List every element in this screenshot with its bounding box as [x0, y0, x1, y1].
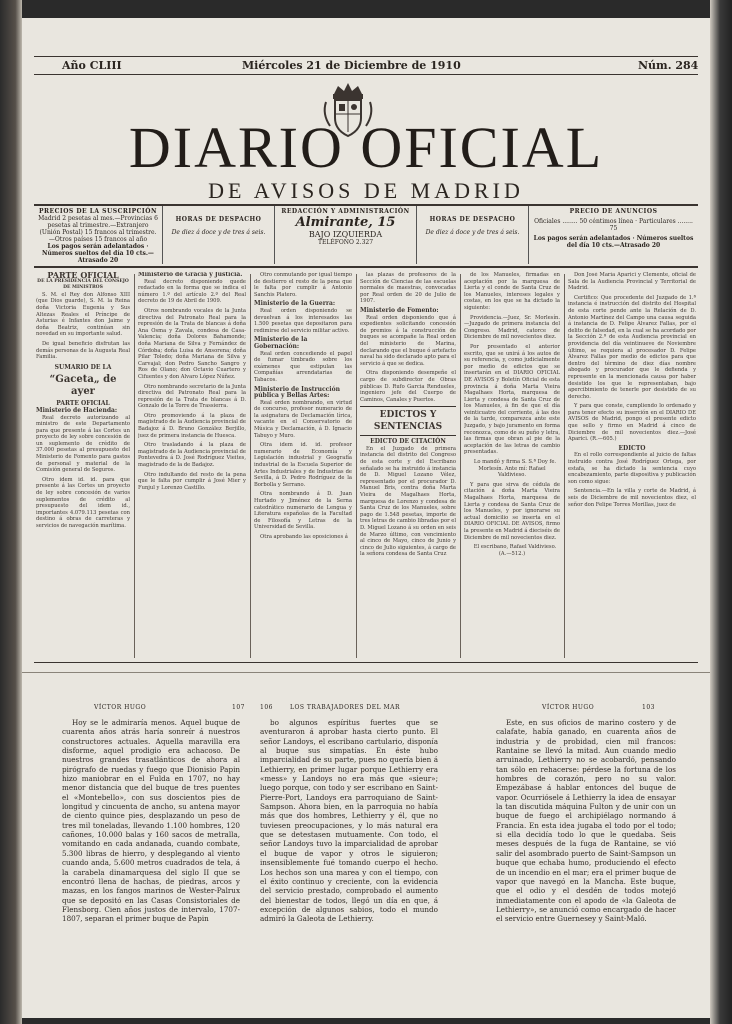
editorial-office-address: Almirante, 15	[295, 215, 396, 230]
book-left-text: Hoy se le admiraría menos. Aquel buque de cuarenta años atrás haría sonreír á nuestros constructores actuales. Aquella maravilla era disforme, aquel prodigio era achacoso. De nuestros grandes trasatlánticos de ahora al pirógrafo de ruedas y fuego que Dionisio Papin hizo maniobrar en el Fulda en 1707, no hay menor distancia que del buque de tres puentes el «Montebello», con sus doscientos pies de longitud y cincuenta de ancho, su antena mayor de ciento quince pies, desplazando un peso de tres mil toneladas, llevando 1.100 hombres, 120 cañones, 10.000 balas y 160 sacos de metralla, vomitando en cada andanada, cuando combate, 5.300 libras de hierro, y desplegando al viento cuando anda, 5.600 metros cuadrados de tela, á la carabela dinamarquesa del siglo II que se encontró llena de hachas, de piedras, arcos y mazas, en los fangos marinos de Wester-Palrux que se depositó en las Casas Consistoriales de Flensborg. Cien años justos de intervalo, 1707-1807, separan el primer buque de Papin	[62, 718, 240, 924]
book-middle-text: bo algunos espíritus fuertes que se aventuraron á aprobar hasta cierto punto. El señor Landoys, el escribano cartulario, disponía al buque sus simpatías. En éste hubo imparcialidad de su parte, pues no quería bien á Lethierry, en primer lugar porque Lethierry era «mess» y Landoys no era más que «sieur»; luego porque, con todo y ser escribano en Saint-Pierre-Port, Landoys era parroquiano de Saint-Sampson. Ahora bien, en la parroquia no había más que dos hombres, Lethierry y él, que no tuviesen preocupaciones, y lo más natural era que se detestasen mutuamente. Con todo, el señor Landoys tuvo la imparcialidad de aprobar el buque de vapor y otros le siguieron; insensiblemente fué tomando cuerpo el hecho. Los hechos son una marea y con el tiempo, con el éxito continuo y creciente, con la evidencia del servicio prestado, comprobado el aumento del bienestar de todos, llegó un día en que, á excepción de algunos sabios, todo el mundo admiró la Galeota de Lethierry.	[260, 718, 438, 924]
issue-number: Núm. 284	[638, 59, 699, 72]
royal-health-paragraph: S. M. el Rey don Alfonso XIII (que Dios guarde), S. M. la Reina doña Victoria Eugenia y Sus Altezas Reales el Príncipe de Asturias é Infantes don Jaime y doña Beatriz, continúan sin novedad en su importante salud.	[36, 291, 130, 338]
office-hours-title-right: HORAS DE DESPACHO	[429, 216, 516, 223]
column-divider	[356, 274, 357, 658]
gracia-justicia-heading: Ministerio de Gracia y Justicia.	[138, 272, 243, 278]
gaceta-heading: “Gaceta„ de ayer	[49, 374, 117, 398]
editorial-office-floor: BAJO IZQUIERDA	[308, 230, 383, 239]
ad-prices-title: PRECIO DE ANUNCIOS	[569, 208, 658, 215]
editorial-office-title: REDACCIÓN Y ADMINISTRACIÓN	[281, 208, 410, 215]
rollo-paragraph: En el rollo correspondiente al juicio de faltas instruido contra José Rodríguez Ortega, por estafa, se ha dictado la sentencia cuyo encabezamiento, parte dispositiva y publicación son como sigue:	[568, 452, 696, 485]
firma-paragraph: Lo mandó y firma S. S.ª Doy fe. Morlesín. Ante mí: Rafael Valdivieso.	[473, 459, 557, 479]
edicto-citacion-heading: EDICTO DE CITACIÓN	[370, 438, 446, 446]
right-running-head: VÍCTOR HUGO	[542, 704, 595, 711]
guerra-heading: Ministerio de la Guerra:	[254, 300, 336, 308]
subscription-body: Madrid 2 pesetas al mes.—Provincias 6 pesetas al trimestre.—Extranjero (Unión Postal) 15 francos al trimestre.—Otros países 15 francos al año	[38, 215, 158, 243]
column-6	[568, 272, 696, 660]
column-3	[254, 272, 352, 660]
fomento-heading: Ministerio de Fomento:	[360, 306, 439, 314]
instruccion-paragraph-3: Otra nombrando á D. Juan Hurtado y Jiménez de la Serna catedrático numerario de Lengua y Literatura españolas de la Facultad de Filosofía y Letras de la Universidad de Sevilla.	[254, 491, 352, 531]
presidencia-heading: DE LA PRESIDENCIA DEL CONSEJO DE MINISTROS	[37, 278, 129, 291]
parte-oficial-subheading: PARTE OFICIAL	[56, 400, 110, 408]
gracia-paragraph-3: Otro nombrando secretario de la Junta directiva del Patronato Real para la represión de la Trata de blancas á D. Gonzalo de la Torre de Trassierra.	[138, 383, 246, 410]
page-edge	[710, 0, 732, 1024]
gracia-paragraph-6: Otro indultando del resto de la pena que le falta por cumplir á José Mier y Funjul y Lorenzo Castillo.	[138, 471, 246, 491]
editorial-office-phone: TELÉFONO 2.327	[317, 239, 374, 246]
oposiciones-paragraph: las plazas de profesores de la Sección de Ciencias de las escuelas normales de maestras, convocadas por Real orden de 20 de Julio de 1907.	[360, 272, 456, 305]
column-4	[360, 272, 456, 660]
edictos-banner	[360, 406, 456, 436]
cedula-paragraph: Y para que sirva de cédula de citación á doña Marta Vieira Magalhaes Horta, marquesa de Lierta y condesa de Santa Cruz de los Manueles, y por ignorarse su actual domicilio se inserta en el DIARIO OFICIAL DE AVISOS, firmo la presente en Madrid á dieciséis de Diciembre de mil novecientos diez.	[464, 481, 560, 541]
hacienda-heading: Ministerio de Hacienda:	[36, 406, 118, 414]
book-middle-column	[260, 718, 438, 1018]
editorial-office-box	[274, 206, 416, 264]
column-divider	[564, 274, 565, 658]
middle-running-head: LOS TRABAJADORES DEL MAR	[290, 704, 400, 711]
book-left-column	[62, 718, 240, 1018]
sumario-heading: SUMARIO DE LA	[54, 363, 112, 371]
office-hours-box-right	[416, 206, 528, 264]
info-bottom-rule	[34, 266, 698, 268]
column-divider	[134, 274, 135, 658]
book-right-text: Este, en sus oficios de marino costero y de calafate, había ganado, en cuarenta años de industria y de probidad, cien mil francos: Rantaine se llevó la mitad. Aun cuando medio arruinado, Lethierry no se acobardó, pensando tan sólo en rehacerse: pérdese la fortuna de los hombres de corazón, pero no su valor. Empezábase á hablar entonces del buque de vapor. Ocurriósele á Lethierry la idea de ensayar la tan discutida máquina Fulton y de unir con un buque de fuego el archipiélago normando á Francia. En esta idea jugaba el todo por el todo; si ella decidía todo lo que le quedaba. Seis meses después de la fuga de Rantaine, se vió salir del asombrado puerto de Saint-Sampson un buque que echaba humo, produciendo el efecto de un incendio en el mar; era el primer buque de vapor que navegó en la Mancha. Este buque, que el odio y el desdén de todos motejó inmediatamente con el apodo de «la Galeota de Lethierry», se anunció como encargado de hacer el servicio entre Guernesey y Saint-Maló.	[496, 718, 676, 924]
left-page-number: 107	[232, 704, 245, 711]
office-hours-body-left: De diez á doce y de tres á seis.	[171, 229, 266, 236]
middle-page-number: 106	[260, 704, 273, 711]
gracia-paragraph-4: Otro promoviendo á la plaza de magistrado de la Audiencia provincial de Badajoz á D. Bruno González Berjillo, juez de primera instancia de Huesca.	[138, 412, 246, 439]
guerra-paragraph: Real orden disponiendo se devuelvan á los interesados las 1.500 pesetas que depositaron para redimirse del servicio militar activo.	[254, 307, 352, 334]
column-5	[464, 272, 560, 660]
column-2	[138, 272, 246, 660]
gobernacion-heading: Ministerio de la Gobernación:	[254, 336, 308, 350]
columns-bottom-rule	[34, 662, 698, 663]
office-hours-title-left: HORAS DE DESPACHO	[175, 216, 262, 223]
left-running-head: VÍCTOR HUGO	[94, 704, 147, 711]
subscription-footer: Los pagos serán adelantados · Números sueltos del día 10 cts.—Atrasado 20	[42, 243, 154, 264]
subscription-box	[34, 206, 162, 264]
instruccion-paragraph-1: Real orden nombrando, en virtud de concurso, profesor numerario de la asignatura de Declamación lírica, vacante en el Conservatorio de Música y Declamación, á D. Ignacio Tabuyo y Muro.	[254, 399, 352, 439]
edictos-heading: EDICTOS Y SENTENCIAS	[373, 410, 443, 433]
ad-prices-box	[528, 206, 698, 264]
presentado-paragraph: Por presentado el anterior escrito, que se unirá á los autos de su referencia, y, como judicialmente por medio de edictos que se insertarán en el DIARIO OFICIAL DE AVISOS y Boletín Oficial de esta provincia á doña Marta Vieira Magalhaes Horta, marquesa de Lierta y condesa de Santa Cruz de los Manueles, á fin de que el día veinticuatro del corriente, á las dos de la tarde, comparezca ante este Juzgado, y bajo juramento en forma reconozca, como de su puño y letra, las firmas que obran al pie de la aceptación de las letras de cambio presentadas.	[464, 343, 560, 456]
year-label: Año CLIII	[62, 59, 122, 72]
instruccion-paragraph-4: Otra aprobando las oposiciones á	[260, 533, 348, 540]
edicto-heading: EDICTO	[618, 444, 646, 452]
binding-shadow	[0, 0, 22, 1024]
fomento-paragraph-1: Real orden disponiendo que á expedientes solicitando concesión de premios á la construcción de buques se acompañe la Real orden del ministerio de Marina, declarando que el buque ó artefacto naval ha sido declarado apto para el servicio á que se dedica.	[360, 314, 456, 367]
meta-rule	[34, 74, 698, 75]
providencia-paragraph: Providencia.—Juez, Sr. Morlesín.—Juzgado de primera instancia del Congreso. Madrid, catorce de Diciembre de mil novecientos diez.	[464, 314, 560, 341]
ad-prices-footer: Los pagos serán adelantados · Números sueltos del día 10 cts.—Atrasado 20	[533, 235, 694, 249]
escribano-signature: El escribano, Rafael Valdivieso. (A.—512.)	[473, 544, 557, 557]
gracia-paragraph-5: Otro trasladando á la plaza de magistrado de la Audiencia provincial de Pontevedra á D. José Rodríguez Vieites, magistrado de la de Badajoz.	[138, 442, 246, 469]
page-fold	[22, 672, 710, 673]
masthead-title: DIARIO OFICIAL	[128, 115, 604, 180]
conste-paragraph: Y para que conste, cumpliendo lo ordenado y para tener efecto su inserción en el DIARIO DE AVISOS de Madrid, pongo el presente edicto que sello y firmo en Madrid á cinco de Diciembre de mil novecientos diez.—José Aparici. (R.—605.)	[568, 403, 696, 443]
instruccion-heading: Ministerio de Instrucción pública y Bellas Artes:	[254, 385, 340, 400]
newspaper-page	[22, 18, 710, 1018]
parte-oficial-heading: PARTE OFICIAL	[47, 272, 119, 280]
book-right-column	[496, 718, 676, 1018]
office-hours-body-right: De diez á doce y de tres á seis.	[425, 229, 520, 236]
gracia-paragraph-2: Otros nombrando vocales de la Junta directiva del Patronato Real para la represión de la Trata de blancas á doña Ana Osma y Zavala, condesa de Casa-Valencia; doña Dolores Bahamonde; doña Mariana de Silva y Fernández de Córdoba; doña Luisa de Ansorena; doña Pilar Toledo; doña Mariana de Silva y Carvajal; don Pedro Sancho Sangro y Ros de Olano; don Octavio Cuartero y Cifuentes y don Alvaro López Núñez.	[138, 307, 246, 380]
fomento-paragraph-2: Otra disponiendo desempeñe el cargo de subdirector de Obras públicas D. Rufo Garcia Rendueles, ingeniero jefe del Cuerpo de Caminos, Canales y Puertos.	[360, 370, 456, 403]
gracia-paragraph-1: Real decreto disponiendo quede redactado en la forma que se indica el número 1.º del artículo 2.º del Real decreto de 19 de Abril de 1909.	[138, 278, 246, 305]
instruccion-paragraph-2: Otra idem id. id. profesor numerario de Economía y Legislación industrial y Geografía industrial de la Escuela Superior de Artes Industriales y de Industrias de Sevilla, á D. Pedro Rodríguez de la Borbolla y Serrano.	[254, 442, 352, 488]
masthead-subtitle: DE AVISOS DE MADRID	[208, 178, 524, 203]
subscription-title: PRECIOS DE LA SUSCRIPCIÓN	[39, 208, 157, 215]
top-rule	[34, 56, 698, 57]
aparici-paragraph: Don José María Aparici y Clemente, oficial de Sala de la Audiencia Provincial y Territorial de Madrid.	[568, 272, 696, 292]
citacion-cont-paragraph: de los Manueles, firmadas en aceptación por la marquesa de Lierta y el conde de Santa Cruz de los Manueles, intereses legales y costas, en los que se ha dictado la siguiente:	[464, 272, 560, 311]
ad-prices-body: Oficiales ........ 50 céntimos línea · Particulares ........ 75	[534, 218, 693, 232]
edicto-citacion-paragraph: En el Juzgado de primera instancia del distrito del Congreso de esta corte y del Escribano señalado se ha instruido á instancia de D. Miguel Lozano Vélez, representado por el procurador D. Manuel Bris, contra doña Marta Vieira de Magalhaes Horta, marquesa de Lorenzo y condesa de Santa Cruz de los Manueles, sobre pago de 1.548 pesetas, importe de tres letras de cambio libradas por el D. Miguel Lozano á su orden en seis de Marzo último, con vencimiento al cinco de Mayo, cinco de Junio y cinco de Julio siguientes, á cargo de la señora condesa de Santa Cruz	[360, 445, 456, 558]
gobernacion-paragraph: Real orden concediendo el papel de fumar timbrado sobre los exámenes que estipulan las Compañías arrendatarias de Tabacos.	[254, 350, 352, 383]
column-1	[36, 272, 130, 660]
royal-family-paragraph: De igual beneficio disfrutan las demás personas de la Augusta Real Familia.	[36, 340, 130, 361]
office-hours-box-left	[162, 206, 274, 264]
column-divider	[460, 274, 461, 658]
issue-date: Miércoles 21 de Diciembre de 1910	[242, 59, 461, 72]
hacienda-paragraph-2: Otro idem id. id. para que presente á las Cortes un proyecto de ley sobre concesión de varios suplementos de crédito al presupuesto del idem id., importantes 4.079.113 pesetas con destino á obras de carreteras y servicios de navegación marítima.	[36, 476, 130, 529]
column-divider	[250, 274, 251, 658]
hacienda-paragraph-1: Real decreto autorizando al ministro de este Departamento para que presente á las Cortes un proyecto de ley sobre concesión de un suplemento de crédito de 37.000 pesetas al presupuesto del Ministerio de Fomento para gastos de personal y material de la Comisión general de Seguros.	[36, 414, 130, 474]
right-page-number: 103	[642, 704, 655, 711]
sentencia-paragraph: Sentencia.—En la villa y corte de Madrid, á seis de Diciembre de mil novecientos diez, el señor don Felipe Torres Morillas, juez de	[568, 488, 696, 508]
conmuta-paragraph: Otro conmutando por igual tiempo de destierro el resto de la pena que le falta por cumplir á Antonio Sanchis Platero.	[254, 272, 352, 298]
certifico-paragraph: Certifico: Que procedente del Juzgado de 1.ª instancia é instrucción del distrito del Hospital de esta corte pende ante la Relación de D. Antonio Martínez del Campo una causa seguida á instancia de D. Felipe Álvarez Fallas, por el delito de falsedad, en la cual se ha acordado por la Sección 2.ª de esta Audiencia provincial en providencia del día veintinueve de Noviembre último, se requiera al procesador D. Felipe Álvarez Fallas por medio de edictos para que dentro del término de diez días nombre abogado y procurador que le defienda y represente en la mencionada causa por haber desistido los que le representaban, bajo apercibimiento de tenerle por desistido de su derecho.	[568, 294, 696, 400]
